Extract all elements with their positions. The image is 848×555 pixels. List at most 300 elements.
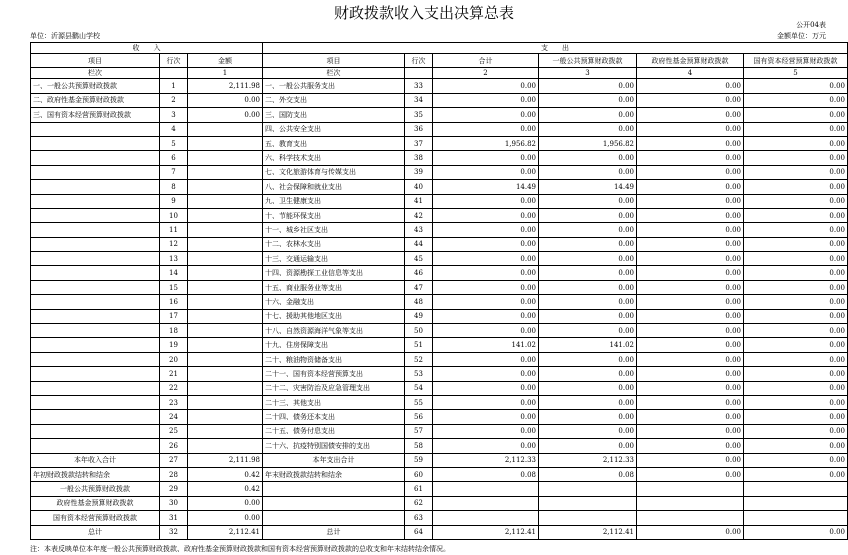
fund-budget-amount-cell: 0.00 xyxy=(637,453,744,467)
general-budget-amount-cell: 0.00 xyxy=(539,439,637,453)
expense-item-cell: 二十、粮油物资储备支出 xyxy=(263,352,405,366)
table-row xyxy=(31,108,848,122)
state-capital-amount-cell: 0.00 xyxy=(744,108,848,122)
expense-item-cell: 十六、金融支出 xyxy=(263,295,405,309)
state-capital-amount-cell: 0.00 xyxy=(744,338,848,352)
total-amount-cell: 0.00 xyxy=(433,122,539,136)
expense-line-cell: 57 xyxy=(405,424,433,438)
total-amount-cell: 0.00 xyxy=(433,266,539,280)
general-budget-amount-cell xyxy=(539,496,637,510)
table-row xyxy=(31,525,848,539)
expense-item-cell: 十七、援助其他地区支出 xyxy=(263,309,405,323)
expense-line-cell: 48 xyxy=(405,295,433,309)
income-line-cell: 29 xyxy=(160,482,188,496)
income-line-cell: 9 xyxy=(160,194,188,208)
total-amount-cell: 0.00 xyxy=(433,309,539,323)
total-amount-cell: 0.00 xyxy=(433,367,539,381)
expense-line-cell: 56 xyxy=(405,410,433,424)
col-number-2: 2 xyxy=(433,68,539,79)
state-capital-amount-cell xyxy=(744,496,848,510)
general-budget-amount-cell: 0.00 xyxy=(539,367,637,381)
expense-line-cell: 44 xyxy=(405,237,433,251)
table-row xyxy=(31,439,848,453)
table-row xyxy=(31,338,848,352)
table-code: 公开04表 xyxy=(796,21,826,29)
income-amount-cell xyxy=(188,424,263,438)
fund-budget-amount-cell: 0.00 xyxy=(637,280,744,294)
total-amount-cell: 0.00 xyxy=(433,295,539,309)
expense-line-cell: 34 xyxy=(405,93,433,107)
expense-item-cell: 总计 xyxy=(263,525,405,539)
income-line-cell: 19 xyxy=(160,338,188,352)
fund-budget-header: 政府性基金预算财政拨款 xyxy=(637,54,744,68)
income-amount-cell xyxy=(188,136,263,150)
table-row xyxy=(31,93,848,107)
general-budget-amount-cell: 0.00 xyxy=(539,266,637,280)
expense-line-cell: 50 xyxy=(405,324,433,338)
col-number-1: 1 xyxy=(188,68,263,79)
expense-line-cell: 54 xyxy=(405,381,433,395)
income-amount-cell: 0.42 xyxy=(188,467,263,481)
unit-label: 单位：沂源县鹳山学校 xyxy=(30,32,100,40)
expense-item-cell: 一、一般公共服务支出 xyxy=(263,79,405,93)
expense-item-cell: 八、社会保障和就业支出 xyxy=(263,180,405,194)
fund-budget-amount-cell: 0.00 xyxy=(637,352,744,366)
table-row xyxy=(31,194,848,208)
general-budget-amount-cell: 0.00 xyxy=(539,79,637,93)
expense-item-cell xyxy=(263,511,405,525)
income-item-cell xyxy=(31,352,160,366)
general-budget-amount-cell: 0.00 xyxy=(539,151,637,165)
income-line-cell: 11 xyxy=(160,223,188,237)
expense-line-cell: 55 xyxy=(405,395,433,409)
total-amount-cell: 1,956.82 xyxy=(433,136,539,150)
income-item-cell xyxy=(31,208,160,222)
income-amount-cell xyxy=(188,180,263,194)
income-amount-cell xyxy=(188,194,263,208)
expense-line-cell: 64 xyxy=(405,525,433,539)
state-capital-amount-cell: 0.00 xyxy=(744,439,848,453)
expense-item-cell: 二十二、灾害防治及应急管理支出 xyxy=(263,381,405,395)
expense-item-cell: 四、公共安全支出 xyxy=(263,122,405,136)
fund-budget-amount-cell: 0.00 xyxy=(637,324,744,338)
income-item-cell xyxy=(31,367,160,381)
income-line-cell: 21 xyxy=(160,367,188,381)
money-unit-label: 金额单位：万元 xyxy=(777,32,826,40)
expense-item-cell: 十三、交通运输支出 xyxy=(263,252,405,266)
table-row xyxy=(31,295,848,309)
state-capital-amount-cell: 0.00 xyxy=(744,237,848,251)
income-amount-cell xyxy=(188,309,263,323)
state-capital-amount-cell: 0.00 xyxy=(744,122,848,136)
general-budget-amount-cell: 0.00 xyxy=(539,381,637,395)
expense-item-cell: 十五、商业服务业等支出 xyxy=(263,280,405,294)
income-line-cell: 17 xyxy=(160,309,188,323)
income-line-cell: 14 xyxy=(160,266,188,280)
income-header: 收 入 xyxy=(31,43,263,54)
general-budget-amount-cell xyxy=(539,511,637,525)
table-row xyxy=(31,280,848,294)
total-header: 合计 xyxy=(433,54,539,68)
total-amount-cell: 0.00 xyxy=(433,324,539,338)
income-item-cell: 三、国有资本经营预算财政拨款 xyxy=(31,108,160,122)
expense-item-cell: 九、卫生健康支出 xyxy=(263,194,405,208)
footnote: 注：本表反映单位本年度一般公共预算财政拨款、政府性基金预算财政拨款和国有资本经营预算财政拨款的总收支和年末结转结余情况。 xyxy=(30,545,450,553)
expense-item-cell: 本年支出合计 xyxy=(263,453,405,467)
expense-item-cell: 十、节能环保支出 xyxy=(263,208,405,222)
expense-line-cell: 51 xyxy=(405,338,433,352)
income-amount-cell xyxy=(188,395,263,409)
income-line-cell: 10 xyxy=(160,208,188,222)
income-line-cell: 25 xyxy=(160,424,188,438)
table-row xyxy=(31,352,848,366)
expense-line-cell: 45 xyxy=(405,252,433,266)
general-budget-amount-cell: 0.00 xyxy=(539,410,637,424)
expense-line-cell: 63 xyxy=(405,511,433,525)
income-line-cell: 8 xyxy=(160,180,188,194)
income-amount-cell xyxy=(188,223,263,237)
general-budget-amount-cell: 0.00 xyxy=(539,223,637,237)
general-budget-header: 一般公共预算财政拨款 xyxy=(539,54,637,68)
income-line-cell: 5 xyxy=(160,136,188,150)
total-amount-cell: 0.00 xyxy=(433,352,539,366)
fund-budget-amount-cell xyxy=(637,482,744,496)
expense-line-cell: 40 xyxy=(405,180,433,194)
total-amount-cell: 0.00 xyxy=(433,280,539,294)
income-amount-cell xyxy=(188,381,263,395)
total-amount-cell: 0.00 xyxy=(433,194,539,208)
general-budget-amount-cell: 0.00 xyxy=(539,252,637,266)
total-amount-cell: 0.00 xyxy=(433,395,539,409)
expense-line-cell: 59 xyxy=(405,453,433,467)
general-budget-amount-cell: 0.00 xyxy=(539,295,637,309)
expense-line-cell: 38 xyxy=(405,151,433,165)
expense-line-cell: 61 xyxy=(405,482,433,496)
general-budget-amount-cell: 0.08 xyxy=(539,467,637,481)
table-row xyxy=(31,223,848,237)
income-amount-cell xyxy=(188,266,263,280)
table-row xyxy=(31,381,848,395)
general-budget-amount-cell: 0.00 xyxy=(539,122,637,136)
state-capital-amount-cell: 0.00 xyxy=(744,151,848,165)
table-row xyxy=(31,237,848,251)
fund-budget-amount-cell: 0.00 xyxy=(637,252,744,266)
total-amount-cell: 14.49 xyxy=(433,180,539,194)
expense-item-cell: 六、科学技术支出 xyxy=(263,151,405,165)
expense-item-cell: 十八、自然资源海洋气象等支出 xyxy=(263,324,405,338)
general-budget-amount-cell: 0.00 xyxy=(539,237,637,251)
expense-item-cell: 二十五、债务付息支出 xyxy=(263,424,405,438)
fund-budget-amount-cell xyxy=(637,496,744,510)
total-amount-cell: 0.00 xyxy=(433,237,539,251)
income-amount-cell xyxy=(188,439,263,453)
state-capital-amount-cell: 0.00 xyxy=(744,453,848,467)
expense-item-header: 项目 xyxy=(263,54,405,68)
expense-line-cell: 47 xyxy=(405,280,433,294)
state-capital-amount-cell: 0.00 xyxy=(744,180,848,194)
col-number-4: 4 xyxy=(637,68,744,79)
fund-budget-amount-cell: 0.00 xyxy=(637,151,744,165)
income-item-cell xyxy=(31,252,160,266)
fund-budget-amount-cell: 0.00 xyxy=(637,194,744,208)
income-line-cell: 24 xyxy=(160,410,188,424)
fund-budget-amount-cell: 0.00 xyxy=(637,223,744,237)
state-capital-amount-cell: 0.00 xyxy=(744,93,848,107)
total-amount-cell: 0.00 xyxy=(433,165,539,179)
income-line-cell: 26 xyxy=(160,439,188,453)
expense-item-cell: 十四、资源勘探工业信息等支出 xyxy=(263,266,405,280)
expense-line-cell: 42 xyxy=(405,208,433,222)
table-row xyxy=(31,165,848,179)
income-item-cell xyxy=(31,151,160,165)
fund-budget-amount-cell: 0.00 xyxy=(637,165,744,179)
income-item-cell: 一般公共预算财政拨款 xyxy=(31,482,160,496)
income-item-cell xyxy=(31,237,160,251)
income-col-label: 栏次 xyxy=(31,68,160,79)
state-capital-amount-cell: 0.00 xyxy=(744,309,848,323)
total-amount-cell: 0.00 xyxy=(433,151,539,165)
income-amount-cell xyxy=(188,338,263,352)
income-item-cell: 总计 xyxy=(31,525,160,539)
income-item-cell xyxy=(31,194,160,208)
expense-line-cell: 60 xyxy=(405,467,433,481)
income-item-header: 项目 xyxy=(31,54,160,68)
expense-item-cell: 七、文化旅游体育与传媒支出 xyxy=(263,165,405,179)
page-title: 财政拨款收入支出决算总表 xyxy=(333,4,514,22)
total-amount-cell: 0.00 xyxy=(433,424,539,438)
income-item-cell: 国有资本经营预算财政拨款 xyxy=(31,511,160,525)
fund-budget-amount-cell xyxy=(637,511,744,525)
income-amount-cell xyxy=(188,252,263,266)
general-budget-amount-cell: 14.49 xyxy=(539,180,637,194)
fund-budget-amount-cell: 0.00 xyxy=(637,381,744,395)
income-line-cell: 12 xyxy=(160,237,188,251)
state-capital-amount-cell: 0.00 xyxy=(744,79,848,93)
table-row xyxy=(31,151,848,165)
table-row xyxy=(31,395,848,409)
state-capital-header: 国有资本经营预算财政拨款 xyxy=(744,54,848,68)
expense-line-cell: 53 xyxy=(405,367,433,381)
state-capital-amount-cell: 0.00 xyxy=(744,467,848,481)
col-number-5: 5 xyxy=(744,68,848,79)
income-item-cell xyxy=(31,395,160,409)
fund-budget-amount-cell: 0.00 xyxy=(637,79,744,93)
income-line-cell: 27 xyxy=(160,453,188,467)
state-capital-amount-cell: 0.00 xyxy=(744,525,848,539)
income-line-cell: 31 xyxy=(160,511,188,525)
state-capital-amount-cell: 0.00 xyxy=(744,266,848,280)
table-row xyxy=(31,208,848,222)
fund-budget-amount-cell: 0.00 xyxy=(637,93,744,107)
income-amount-cell xyxy=(188,410,263,424)
income-item-cell: 年初财政拨款结转和结余 xyxy=(31,467,160,481)
income-amount-cell xyxy=(188,352,263,366)
income-line-cell: 23 xyxy=(160,395,188,409)
income-line-cell: 22 xyxy=(160,381,188,395)
col-number-3: 3 xyxy=(539,68,637,79)
state-capital-amount-cell: 0.00 xyxy=(744,367,848,381)
total-amount-cell: 0.00 xyxy=(433,79,539,93)
expense-item-cell: 五、教育支出 xyxy=(263,136,405,150)
income-item-cell: 本年收入合计 xyxy=(31,453,160,467)
expense-line-cell: 33 xyxy=(405,79,433,93)
total-amount-cell xyxy=(433,482,539,496)
income-amount-cell: 0.00 xyxy=(188,496,263,510)
table-row xyxy=(31,266,848,280)
income-line-cell: 6 xyxy=(160,151,188,165)
total-amount-cell: 0.00 xyxy=(433,208,539,222)
income-item-cell xyxy=(31,424,160,438)
expense-line-cell: 39 xyxy=(405,165,433,179)
general-budget-amount-cell: 141.02 xyxy=(539,338,637,352)
state-capital-amount-cell xyxy=(744,511,848,525)
income-line-cell: 28 xyxy=(160,467,188,481)
fund-budget-amount-cell: 0.00 xyxy=(637,525,744,539)
income-item-cell xyxy=(31,324,160,338)
fund-budget-amount-cell: 0.00 xyxy=(637,136,744,150)
income-amount-cell: 2,112.41 xyxy=(188,525,263,539)
fund-budget-amount-cell: 0.00 xyxy=(637,208,744,222)
table-row xyxy=(31,496,848,510)
expense-line-cell: 43 xyxy=(405,223,433,237)
state-capital-amount-cell xyxy=(744,482,848,496)
expense-line-cell: 41 xyxy=(405,194,433,208)
income-line-cell: 15 xyxy=(160,280,188,294)
income-amount-cell xyxy=(188,295,263,309)
total-amount-cell: 0.00 xyxy=(433,252,539,266)
state-capital-amount-cell: 0.00 xyxy=(744,280,848,294)
income-amount-cell xyxy=(188,122,263,136)
total-amount-cell: 0.00 xyxy=(433,223,539,237)
expense-line-cell: 35 xyxy=(405,108,433,122)
fund-budget-amount-cell: 0.00 xyxy=(637,309,744,323)
table-row xyxy=(31,424,848,438)
income-line-cell: 18 xyxy=(160,324,188,338)
income-amount-cell: 2,111.98 xyxy=(188,79,263,93)
income-item-cell xyxy=(31,439,160,453)
total-amount-cell xyxy=(433,496,539,510)
table-row xyxy=(31,482,848,496)
expense-item-cell xyxy=(263,482,405,496)
income-line-cell: 7 xyxy=(160,165,188,179)
income-line-cell: 3 xyxy=(160,108,188,122)
income-line-cell: 13 xyxy=(160,252,188,266)
general-budget-amount-cell: 0.00 xyxy=(539,194,637,208)
total-amount-cell: 2,112.41 xyxy=(433,525,539,539)
income-item-cell xyxy=(31,180,160,194)
expense-item-cell: 十二、农林水支出 xyxy=(263,237,405,251)
income-line-cell: 30 xyxy=(160,496,188,510)
state-capital-amount-cell: 0.00 xyxy=(744,165,848,179)
income-item-cell xyxy=(31,381,160,395)
expense-item-cell: 二十六、抗疫特别国债安排的支出 xyxy=(263,439,405,453)
income-amount-cell: 0.00 xyxy=(188,511,263,525)
expense-line-cell: 36 xyxy=(405,122,433,136)
table-row xyxy=(31,367,848,381)
budget-table xyxy=(30,42,848,540)
income-item-cell xyxy=(31,266,160,280)
general-budget-amount-cell: 0.00 xyxy=(539,324,637,338)
state-capital-amount-cell: 0.00 xyxy=(744,352,848,366)
general-budget-amount-cell: 0.00 xyxy=(539,352,637,366)
income-item-cell xyxy=(31,136,160,150)
table-row xyxy=(31,180,848,194)
general-budget-amount-cell: 2,112.33 xyxy=(539,453,637,467)
state-capital-amount-cell: 0.00 xyxy=(744,381,848,395)
expense-item-cell: 三、国防支出 xyxy=(263,108,405,122)
income-item-cell xyxy=(31,223,160,237)
general-budget-amount-cell: 0.00 xyxy=(539,208,637,222)
income-item-cell xyxy=(31,280,160,294)
income-item-cell xyxy=(31,410,160,424)
income-item-cell: 二、政府性基金预算财政拨款 xyxy=(31,93,160,107)
general-budget-amount-cell xyxy=(539,482,637,496)
income-item-cell: 政府性基金预算财政拨款 xyxy=(31,496,160,510)
state-capital-amount-cell: 0.00 xyxy=(744,136,848,150)
fund-budget-amount-cell: 0.00 xyxy=(637,424,744,438)
fund-budget-amount-cell: 0.00 xyxy=(637,180,744,194)
general-budget-amount-cell: 0.00 xyxy=(539,108,637,122)
table-row xyxy=(31,79,848,93)
income-amount-cell xyxy=(188,208,263,222)
income-line-cell: 1 xyxy=(160,79,188,93)
empty-cell xyxy=(405,68,433,79)
expense-item-cell: 二十三、其他支出 xyxy=(263,395,405,409)
general-budget-amount-cell: 2,112.41 xyxy=(539,525,637,539)
income-amount-cell: 0.42 xyxy=(188,482,263,496)
expense-line-cell: 58 xyxy=(405,439,433,453)
fund-budget-amount-cell: 0.00 xyxy=(637,295,744,309)
expense-line-cell: 37 xyxy=(405,136,433,150)
general-budget-amount-cell: 0.00 xyxy=(539,424,637,438)
income-amount-header: 金额 xyxy=(188,54,263,68)
table-row xyxy=(31,122,848,136)
income-line-header: 行次 xyxy=(160,54,188,68)
expense-item-cell xyxy=(263,496,405,510)
general-budget-amount-cell: 0.00 xyxy=(539,309,637,323)
expense-line-header: 行次 xyxy=(405,54,433,68)
expense-item-cell: 十九、住房保障支出 xyxy=(263,338,405,352)
table-row xyxy=(31,511,848,525)
income-item-cell xyxy=(31,122,160,136)
expense-item-cell: 二十一、国有资本经营预算支出 xyxy=(263,367,405,381)
income-amount-cell: 0.00 xyxy=(188,93,263,107)
fund-budget-amount-cell: 0.00 xyxy=(637,108,744,122)
total-amount-cell: 0.00 xyxy=(433,410,539,424)
total-amount-cell: 0.08 xyxy=(433,467,539,481)
income-item-cell xyxy=(31,338,160,352)
fund-budget-amount-cell: 0.00 xyxy=(637,395,744,409)
total-amount-cell xyxy=(433,511,539,525)
income-line-cell: 4 xyxy=(160,122,188,136)
income-line-cell: 2 xyxy=(160,93,188,107)
income-item-cell xyxy=(31,295,160,309)
fund-budget-amount-cell: 0.00 xyxy=(637,266,744,280)
fund-budget-amount-cell: 0.00 xyxy=(637,122,744,136)
total-amount-cell: 0.00 xyxy=(433,439,539,453)
total-amount-cell: 141.02 xyxy=(433,338,539,352)
income-amount-cell xyxy=(188,324,263,338)
state-capital-amount-cell: 0.00 xyxy=(744,223,848,237)
table-row xyxy=(31,410,848,424)
fund-budget-amount-cell: 0.00 xyxy=(637,410,744,424)
total-amount-cell: 2,112.33 xyxy=(433,453,539,467)
fund-budget-amount-cell: 0.00 xyxy=(637,439,744,453)
income-item-cell xyxy=(31,165,160,179)
general-budget-amount-cell: 0.00 xyxy=(539,395,637,409)
expense-line-cell: 46 xyxy=(405,266,433,280)
income-amount-cell: 2,111.98 xyxy=(188,453,263,467)
